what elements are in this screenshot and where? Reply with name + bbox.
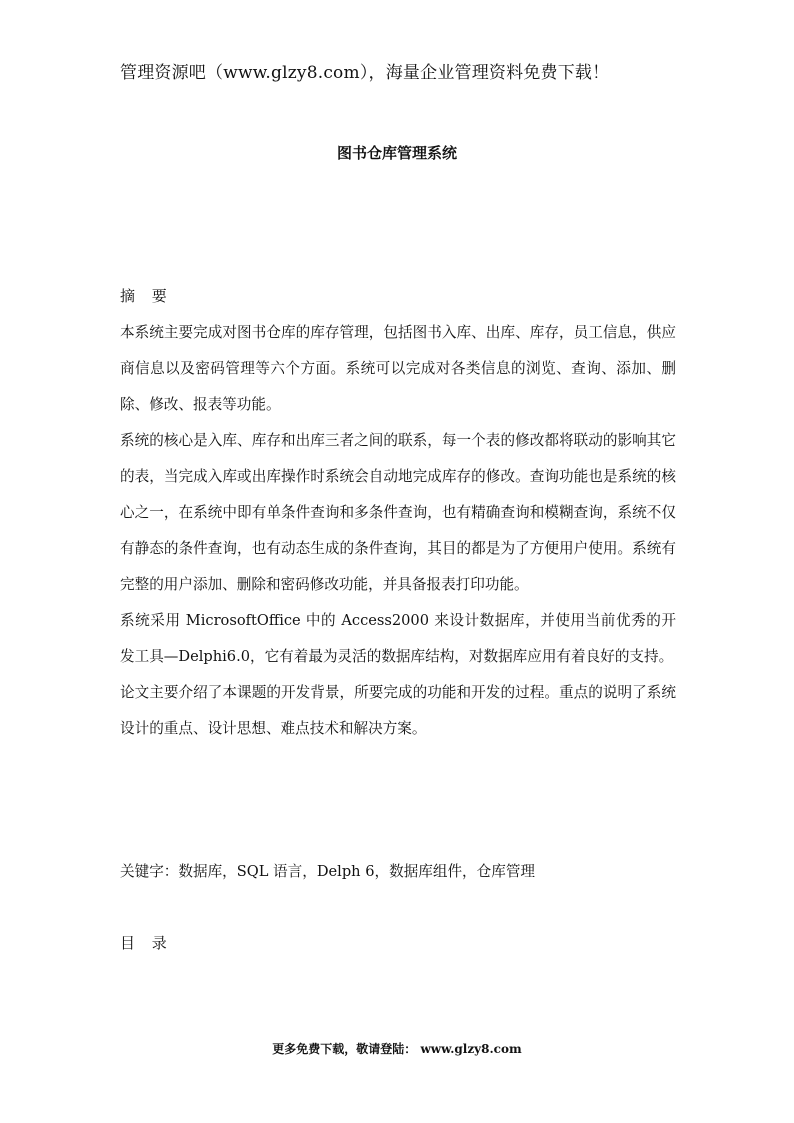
- abstract-paragraph-3: 系统采用 MicrosoftOffice 中的 Access2000 来设计数据库，并使用当前优秀的开发工具—Delphi6.0，它有着最为灵活的数据库结构，对数据库应用有着良好的支持。: [120, 612, 676, 665]
- keywords-line: 关键字：数据库，SQL 语言，Delph 6，数据库组件，仓库管理: [120, 863, 536, 880]
- abstract-body: [120, 315, 676, 747]
- abstract-paragraph-2: 系统的核心是入库、库存和出库三者之间的联系，每一个表的修改都将联动的影响其它的表，当完成入库或出库操作时系统会自动地完成库存的修改。查询功能也是系统的核心之一，在系统中即有单条件查询和多条件查询，也有精确查询和模糊查询，系统不仅有静态的条件查询，也有动态生成的条件查询，其目的都是为了方便用户使用。系统有完整的用户添加、删除和密码修改功能，并具备报表打印功能。: [120, 432, 676, 593]
- page-footer: 更多免费下载，敬请登陆： www.glzy8.com: [272, 1042, 522, 1056]
- page-header: 管理资源吧（www.glzy8.com），海量企业管理资料免费下载！: [120, 63, 610, 83]
- abstract-paragraph-4: 论文主要介绍了本课题的开发背景，所要完成的功能和开发的过程。重点的说明了系统设计的重点、设计思想、难点技术和解决方案。: [120, 684, 676, 737]
- toc-heading: 目 录: [120, 934, 173, 952]
- abstract-heading: 摘 要: [120, 287, 173, 305]
- document-title: 图书仓库管理系统: [336, 144, 457, 162]
- abstract-paragraph-1: 本系统主要完成对图书仓库的库存管理，包括图书入库、出库、库存，员工信息，供应商信息以及密码管理等六个方面。系统可以完成对各类信息的浏览、查询、添加、删除、修改、报表等功能。: [120, 324, 676, 413]
